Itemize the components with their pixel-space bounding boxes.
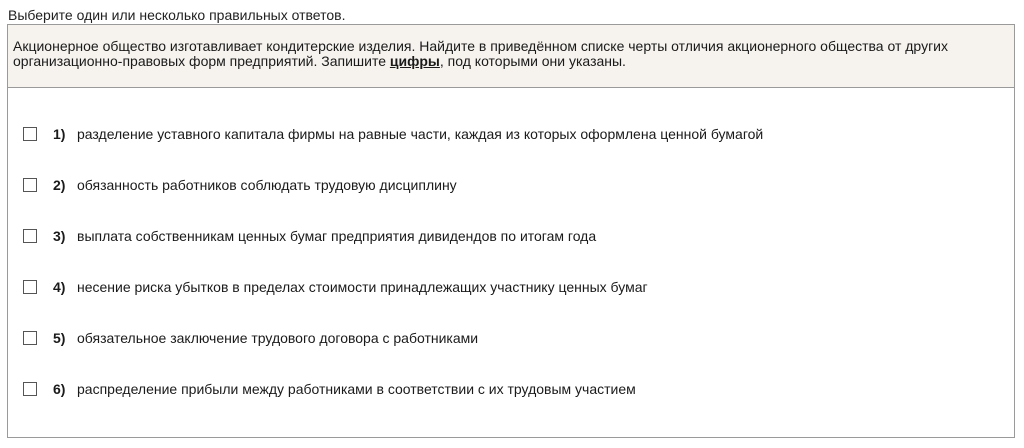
instruction-text: Выберите один или несколько правильных ответов. [8, 7, 346, 23]
option-label-4: несение риска убытков в пределах стоимости принадлежащих участнику ценных бумаг [77, 279, 648, 295]
option-3[interactable] [23, 226, 596, 246]
question-text-after: , под которыми они указаны. [439, 53, 626, 69]
option-number-6: 6) [53, 381, 66, 397]
option-number-5: 5) [53, 330, 66, 346]
option-2[interactable] [23, 175, 457, 195]
option-label-6: распределение прибыли между работниками в соответствии с их трудовым участием [77, 381, 636, 397]
option-6[interactable] [23, 379, 636, 399]
checkbox-6[interactable] [23, 382, 37, 396]
option-number-2: 2) [53, 177, 66, 193]
question-prompt [8, 25, 1014, 88]
checkbox-5[interactable] [23, 331, 37, 345]
checkbox-1[interactable] [23, 127, 37, 141]
option-4[interactable] [23, 277, 648, 297]
option-5[interactable] [23, 328, 478, 348]
checkbox-3[interactable] [23, 229, 37, 243]
question-text-before: Акционерное общество изготавливает кондитерские изделия. Найдите в приведённом списке черты отличия акционерного общества от других организационно-правовых форм предприятий. Запишите [13, 38, 948, 69]
question-emphasis: цифры [389, 53, 440, 69]
option-label-3: выплата собственникам ценных бумаг предприятия дивидендов по итогам года [77, 228, 597, 244]
option-label-5: обязательное заключение трудового договора с работниками [77, 330, 479, 346]
option-number-3: 3) [53, 228, 66, 244]
checkbox-4[interactable] [23, 280, 37, 294]
checkbox-2[interactable] [23, 178, 37, 192]
option-1[interactable] [23, 124, 763, 144]
option-number-1: 1) [53, 126, 66, 142]
option-label-2: обязанность работников соблюдать трудовую дисциплину [77, 177, 457, 193]
option-number-4: 4) [53, 279, 66, 295]
question-card [7, 24, 1015, 438]
option-label-1: разделение уставного капитала фирмы на равные части, каждая из которых оформлена ценной бумагой [77, 126, 764, 142]
